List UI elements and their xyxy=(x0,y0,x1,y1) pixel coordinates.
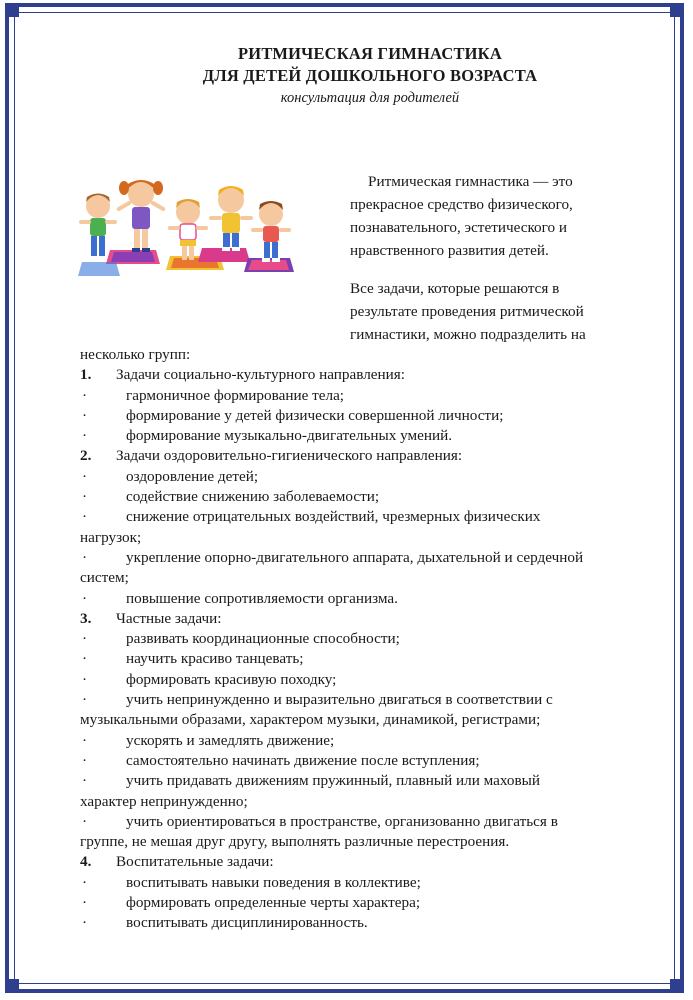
list-item-text: научить красиво танцевать; xyxy=(126,650,304,668)
tasks-intro-paragraph xyxy=(350,277,650,346)
corner-ornament xyxy=(670,3,684,17)
list-item-line xyxy=(80,629,660,649)
document-title-line-2: ДЛЯ ДЕТЕЙ ДОШКОЛЬНОГО ВОЗРАСТА xyxy=(202,66,538,85)
list-item-line xyxy=(80,507,660,527)
list-item xyxy=(80,406,660,426)
list-item xyxy=(80,893,660,913)
list-item-text: учить непринужденно и выразительно двигаться в соответствии с xyxy=(126,691,553,709)
list-item-text: оздоровление детей; xyxy=(126,467,259,485)
list-item-line xyxy=(80,406,660,426)
bullet-icon: · xyxy=(82,467,88,485)
list-item xyxy=(80,649,660,669)
list-item-line xyxy=(80,670,660,690)
bullet-icon: · xyxy=(82,406,88,424)
section-heading-text: Частные задачи: xyxy=(116,609,222,627)
bullet-icon: · xyxy=(82,548,88,566)
bullet-icon: · xyxy=(82,751,88,769)
list-item-text: воспитывать навыки поведения в коллективе; xyxy=(126,873,421,891)
list-item-line xyxy=(80,426,660,446)
section-heading-text: Задачи социально-культурного направления: xyxy=(116,366,406,384)
list-item-text: группе, не мешая друг другу, выполнять различные перестроения. xyxy=(80,833,510,851)
corner-ornament xyxy=(670,979,684,993)
bullet-icon: · xyxy=(82,772,88,790)
task-list xyxy=(80,345,660,934)
list-item xyxy=(80,913,660,933)
list-item-text: повышение сопротивляемости организма. xyxy=(126,589,398,607)
list-item-text: музыкальными образами, характером музыки, динамикой, регистрами; xyxy=(80,711,541,729)
list-item-text: снижение отрицательных воздействий, чрезмерных физических xyxy=(126,508,541,526)
list-item-line xyxy=(80,589,660,609)
section-heading-text: Задачи оздоровительно-гигиенического направления: xyxy=(116,447,463,465)
list-item xyxy=(80,771,660,812)
bullet-icon: · xyxy=(82,812,88,830)
list-item-line xyxy=(80,649,660,669)
section-number: 1. xyxy=(80,366,92,384)
tasks-intro-line: гимнастики, можно подразделить на xyxy=(350,326,586,343)
list-item-line xyxy=(80,690,660,710)
list-item-text: учить придавать движениям пружинный, плавный или маховый xyxy=(126,772,541,790)
section-number: 2. xyxy=(80,447,92,465)
tasks-intro-line: результате проведения ритмической xyxy=(350,303,584,320)
list-item xyxy=(80,487,660,507)
list-item-continuation xyxy=(80,528,660,548)
list-item-continuation xyxy=(80,568,660,588)
corner-ornament xyxy=(5,3,19,17)
bullet-icon: · xyxy=(82,731,88,749)
list-item-line xyxy=(80,751,660,771)
intro-line: прекрасное средство физического, xyxy=(350,196,573,213)
list-item xyxy=(80,589,660,609)
list-item-line xyxy=(80,731,660,751)
bullet-icon: · xyxy=(82,488,88,506)
list-item-text: учить ориентироваться в пространстве, организованно двигаться в xyxy=(126,812,558,830)
list-item xyxy=(80,467,660,487)
children-gymnastics-illustration xyxy=(76,166,316,282)
intro-line: познавательного, эстетического и xyxy=(350,219,568,236)
list-item-continuation xyxy=(80,792,660,812)
bullet-icon: · xyxy=(82,650,88,668)
bullet-icon: · xyxy=(82,670,88,688)
list-item-text: содействие снижению заболеваемости; xyxy=(126,488,380,506)
list-item-line xyxy=(80,548,660,568)
list-item-line xyxy=(80,812,660,832)
list-item-text: формировать определенные черты характера; xyxy=(126,894,421,912)
list-item-line xyxy=(80,467,660,487)
section-heading xyxy=(80,609,660,629)
list-item xyxy=(80,507,660,548)
list-item-continuation xyxy=(80,832,660,852)
list-item-line xyxy=(80,487,660,507)
list-item-line xyxy=(80,873,660,893)
intro-line: нравственного развития детей. xyxy=(350,242,549,259)
list-item-line xyxy=(80,771,660,791)
list-item-text: формировать красивую походку; xyxy=(126,670,337,688)
list-item-text: развивать координационные способности; xyxy=(126,630,400,648)
list-item-line xyxy=(80,893,660,913)
section-heading xyxy=(80,365,660,385)
bullet-icon: · xyxy=(82,894,88,912)
bullet-icon: · xyxy=(82,386,88,404)
bullet-icon: · xyxy=(82,508,88,526)
section-number: 4. xyxy=(80,853,92,871)
bullet-icon: · xyxy=(82,914,88,932)
section-heading xyxy=(80,446,660,466)
list-item-text: гармоничное формирование тела; xyxy=(126,386,345,404)
tasks-intro-line: Все задачи, которые решаются в xyxy=(350,280,560,297)
list-item xyxy=(80,629,660,649)
list-item-line xyxy=(80,386,660,406)
list-item-text: укрепление опорно-двигательного аппарата, дыхательной и сердечной xyxy=(126,548,584,566)
bullet-icon: · xyxy=(82,691,88,709)
list-item xyxy=(80,731,660,751)
section-heading xyxy=(80,852,660,872)
list-item-text: самостоятельно начинать движение после вступления; xyxy=(126,751,480,769)
list-item xyxy=(80,751,660,771)
list-item-text: формирование музыкально-двигательных умений. xyxy=(126,427,453,445)
bullet-icon: · xyxy=(82,873,88,891)
intro-line: Ритмическая гимнастика — это xyxy=(368,173,573,190)
list-item xyxy=(80,690,660,731)
list-item xyxy=(80,873,660,893)
list-item-line xyxy=(80,913,660,933)
list-item-text: формирование у детей физически совершенной личности; xyxy=(126,406,504,424)
task-sections xyxy=(80,365,660,933)
list-item xyxy=(80,812,660,853)
list-item-text: систем; xyxy=(80,569,129,587)
list-item xyxy=(80,548,660,589)
list-item xyxy=(80,426,660,446)
section-heading-text: Воспитательные задачи: xyxy=(116,853,274,871)
bullet-icon: · xyxy=(82,427,88,445)
intro-paragraph xyxy=(350,170,650,262)
list-item-continuation xyxy=(80,710,660,730)
list-item xyxy=(80,386,660,406)
list-item-text: воспитывать дисциплинированность. xyxy=(126,914,368,932)
tasks-intro-tail: несколько групп: xyxy=(80,346,191,363)
document-title-line-1: РИТМИЧЕСКАЯ ГИМНАСТИКА xyxy=(238,44,502,63)
bullet-icon: · xyxy=(82,630,88,648)
section-number: 3. xyxy=(80,609,92,627)
corner-ornament xyxy=(5,979,19,993)
list-item-text: характер непринужденно; xyxy=(80,792,248,810)
list-item-text: ускорять и замедлять движение; xyxy=(126,731,335,749)
bullet-icon: · xyxy=(82,589,88,607)
document-subtitle: консультация для родителей xyxy=(280,90,460,106)
list-item-text: нагрузок; xyxy=(80,528,142,546)
list-item xyxy=(80,670,660,690)
